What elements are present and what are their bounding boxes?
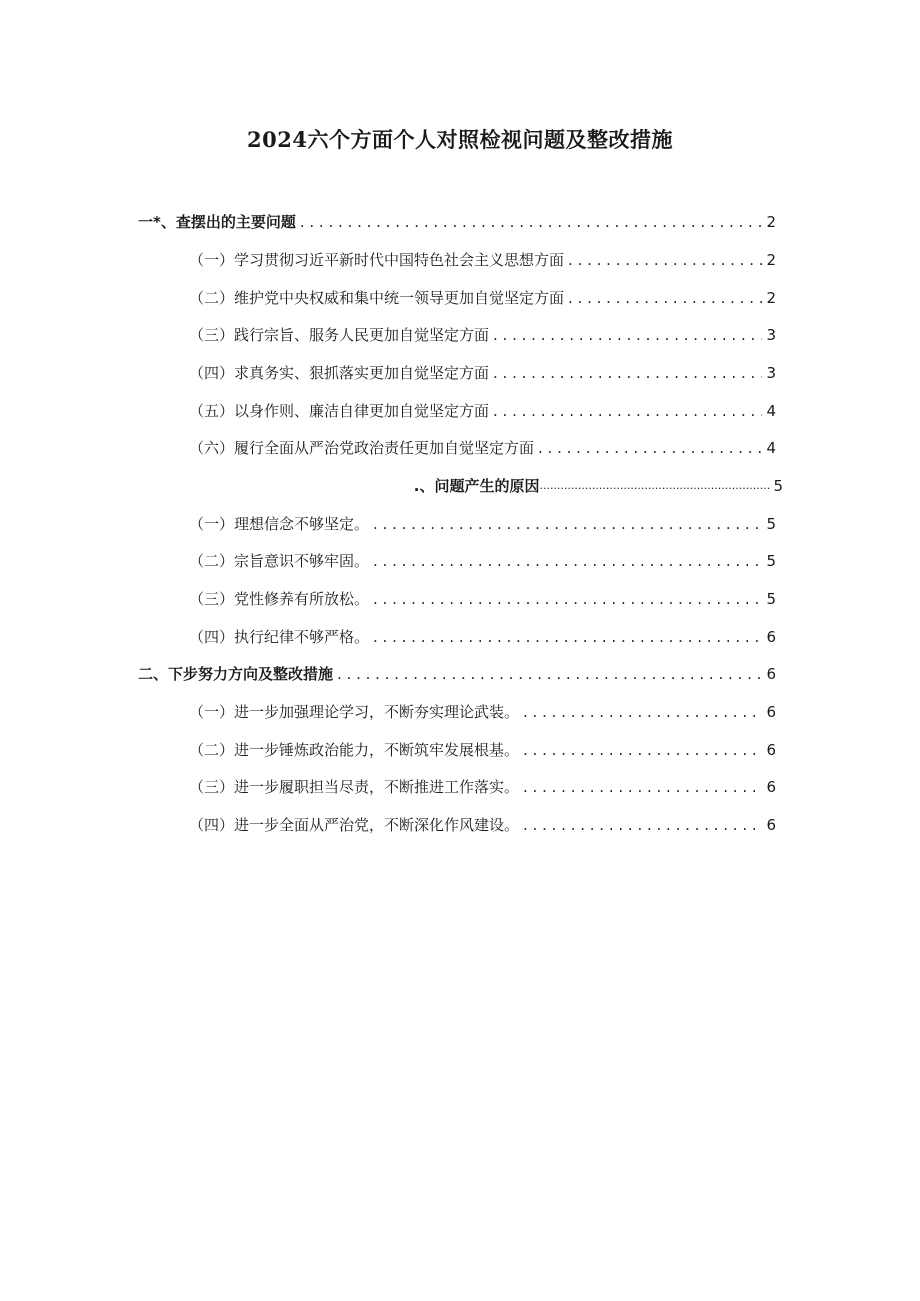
toc-dot-leader xyxy=(493,363,762,383)
toc-page-number: 6 xyxy=(766,778,776,796)
toc-dot-leader xyxy=(493,325,762,345)
toc-dot-leader xyxy=(523,702,762,722)
toc-dot-leader xyxy=(538,438,762,458)
toc-entry-label: （二）宗旨意识不够牢固。 xyxy=(189,552,370,570)
toc-entry-label: （二）进一步锤炼政治能力，不断筑牢发展根基。 xyxy=(189,741,520,759)
toc-entry-label: （一）进一步加强理论学习，不断夯实理论武装。 xyxy=(189,703,520,721)
toc-subsection[interactable] xyxy=(189,353,776,383)
toc-page-number: 6 xyxy=(766,628,776,646)
toc-page-number: 3 xyxy=(766,364,776,382)
toc-entry-label: （三）党性修养有所放松。 xyxy=(189,590,370,608)
toc-entry-label: （三）进一步履职担当尽责，不断推进工作落实。 xyxy=(189,778,520,796)
toc-entry-label: （三）践行宗旨、服务人民更加自觉坚定方面 xyxy=(189,326,490,344)
toc-dot-leader xyxy=(568,288,762,308)
toc-entry-label: （二）维护党中央权威和集中统一领导更加自觉坚定方面 xyxy=(189,289,565,307)
toc-page-number: 5 xyxy=(766,552,776,570)
toc-dot-leader xyxy=(373,589,762,609)
toc-entry-label: .、问题产生的原因 xyxy=(413,477,540,495)
toc-page-number: 4 xyxy=(766,402,776,420)
toc-dot-leader xyxy=(523,777,762,797)
toc-page-number: 6 xyxy=(766,816,776,834)
toc-dot-leader xyxy=(523,740,762,760)
toc-subsection[interactable] xyxy=(189,579,776,609)
toc-section-heading[interactable] xyxy=(189,466,783,496)
toc-subsection[interactable] xyxy=(189,504,776,534)
toc-dot-leader xyxy=(300,212,763,232)
toc-subsection[interactable] xyxy=(189,428,776,458)
toc-subsection[interactable] xyxy=(189,617,776,647)
toc-dot-leader xyxy=(539,476,771,496)
toc-page-number: 5 xyxy=(766,515,776,533)
toc-subsection[interactable] xyxy=(189,278,776,308)
toc-subsection[interactable] xyxy=(189,240,776,270)
toc-dot-leader xyxy=(373,551,762,571)
toc-section-heading[interactable] xyxy=(138,654,776,684)
toc-page-number: 3 xyxy=(766,326,776,344)
toc-entry-label: （一）学习贯彻习近平新时代中国特色社会主义思想方面 xyxy=(189,251,565,269)
toc-subsection[interactable] xyxy=(189,541,776,571)
toc-page-number: 5 xyxy=(773,477,783,495)
toc-entry-label: 一*、查摆出的主要问题 xyxy=(138,213,296,231)
toc-page-number: 6 xyxy=(766,703,776,721)
toc-section-heading[interactable] xyxy=(138,202,776,232)
toc-page-number: 2 xyxy=(766,251,776,269)
toc-entry-label: （四）进一步全面从严治党，不断深化作风建设。 xyxy=(189,816,520,834)
toc-page-number: 5 xyxy=(766,590,776,608)
toc-page-number: 4 xyxy=(766,439,776,457)
toc-entry-label: （一）理想信念不够坚定。 xyxy=(189,515,370,533)
toc-dot-leader xyxy=(568,250,762,270)
toc-page-number: 6 xyxy=(766,741,776,759)
toc-page-number: 6 xyxy=(766,665,776,683)
document-title: 2024六个方面个人对照检视问题及整改措施 xyxy=(247,127,673,152)
toc-page-number: 2 xyxy=(766,289,776,307)
toc-entry-label: 二、下步努力方向及整改措施 xyxy=(138,665,334,683)
toc-subsection[interactable] xyxy=(189,805,776,835)
toc-dot-leader xyxy=(493,401,762,421)
toc-subsection[interactable] xyxy=(189,391,776,421)
toc-entry-label: （四）执行纪律不够严格。 xyxy=(189,628,370,646)
toc-subsection[interactable] xyxy=(189,315,776,345)
toc-dot-leader xyxy=(373,514,762,534)
toc-entry-label: （四）求真务实、狠抓落实更加自觉坚定方面 xyxy=(189,364,490,382)
toc-subsection[interactable] xyxy=(189,767,776,797)
toc-dot-leader xyxy=(373,627,762,647)
toc-subsection[interactable] xyxy=(189,730,776,760)
toc-entry-label: （五）以身作则、廉洁自律更加自觉坚定方面 xyxy=(189,402,490,420)
toc-page-number: 2 xyxy=(766,213,776,231)
toc-entry-label: （六）履行全面从严治党政治责任更加自觉坚定方面 xyxy=(189,439,535,457)
toc-dot-leader xyxy=(337,664,762,684)
toc-subsection[interactable] xyxy=(189,692,776,722)
toc-dot-leader xyxy=(523,815,762,835)
